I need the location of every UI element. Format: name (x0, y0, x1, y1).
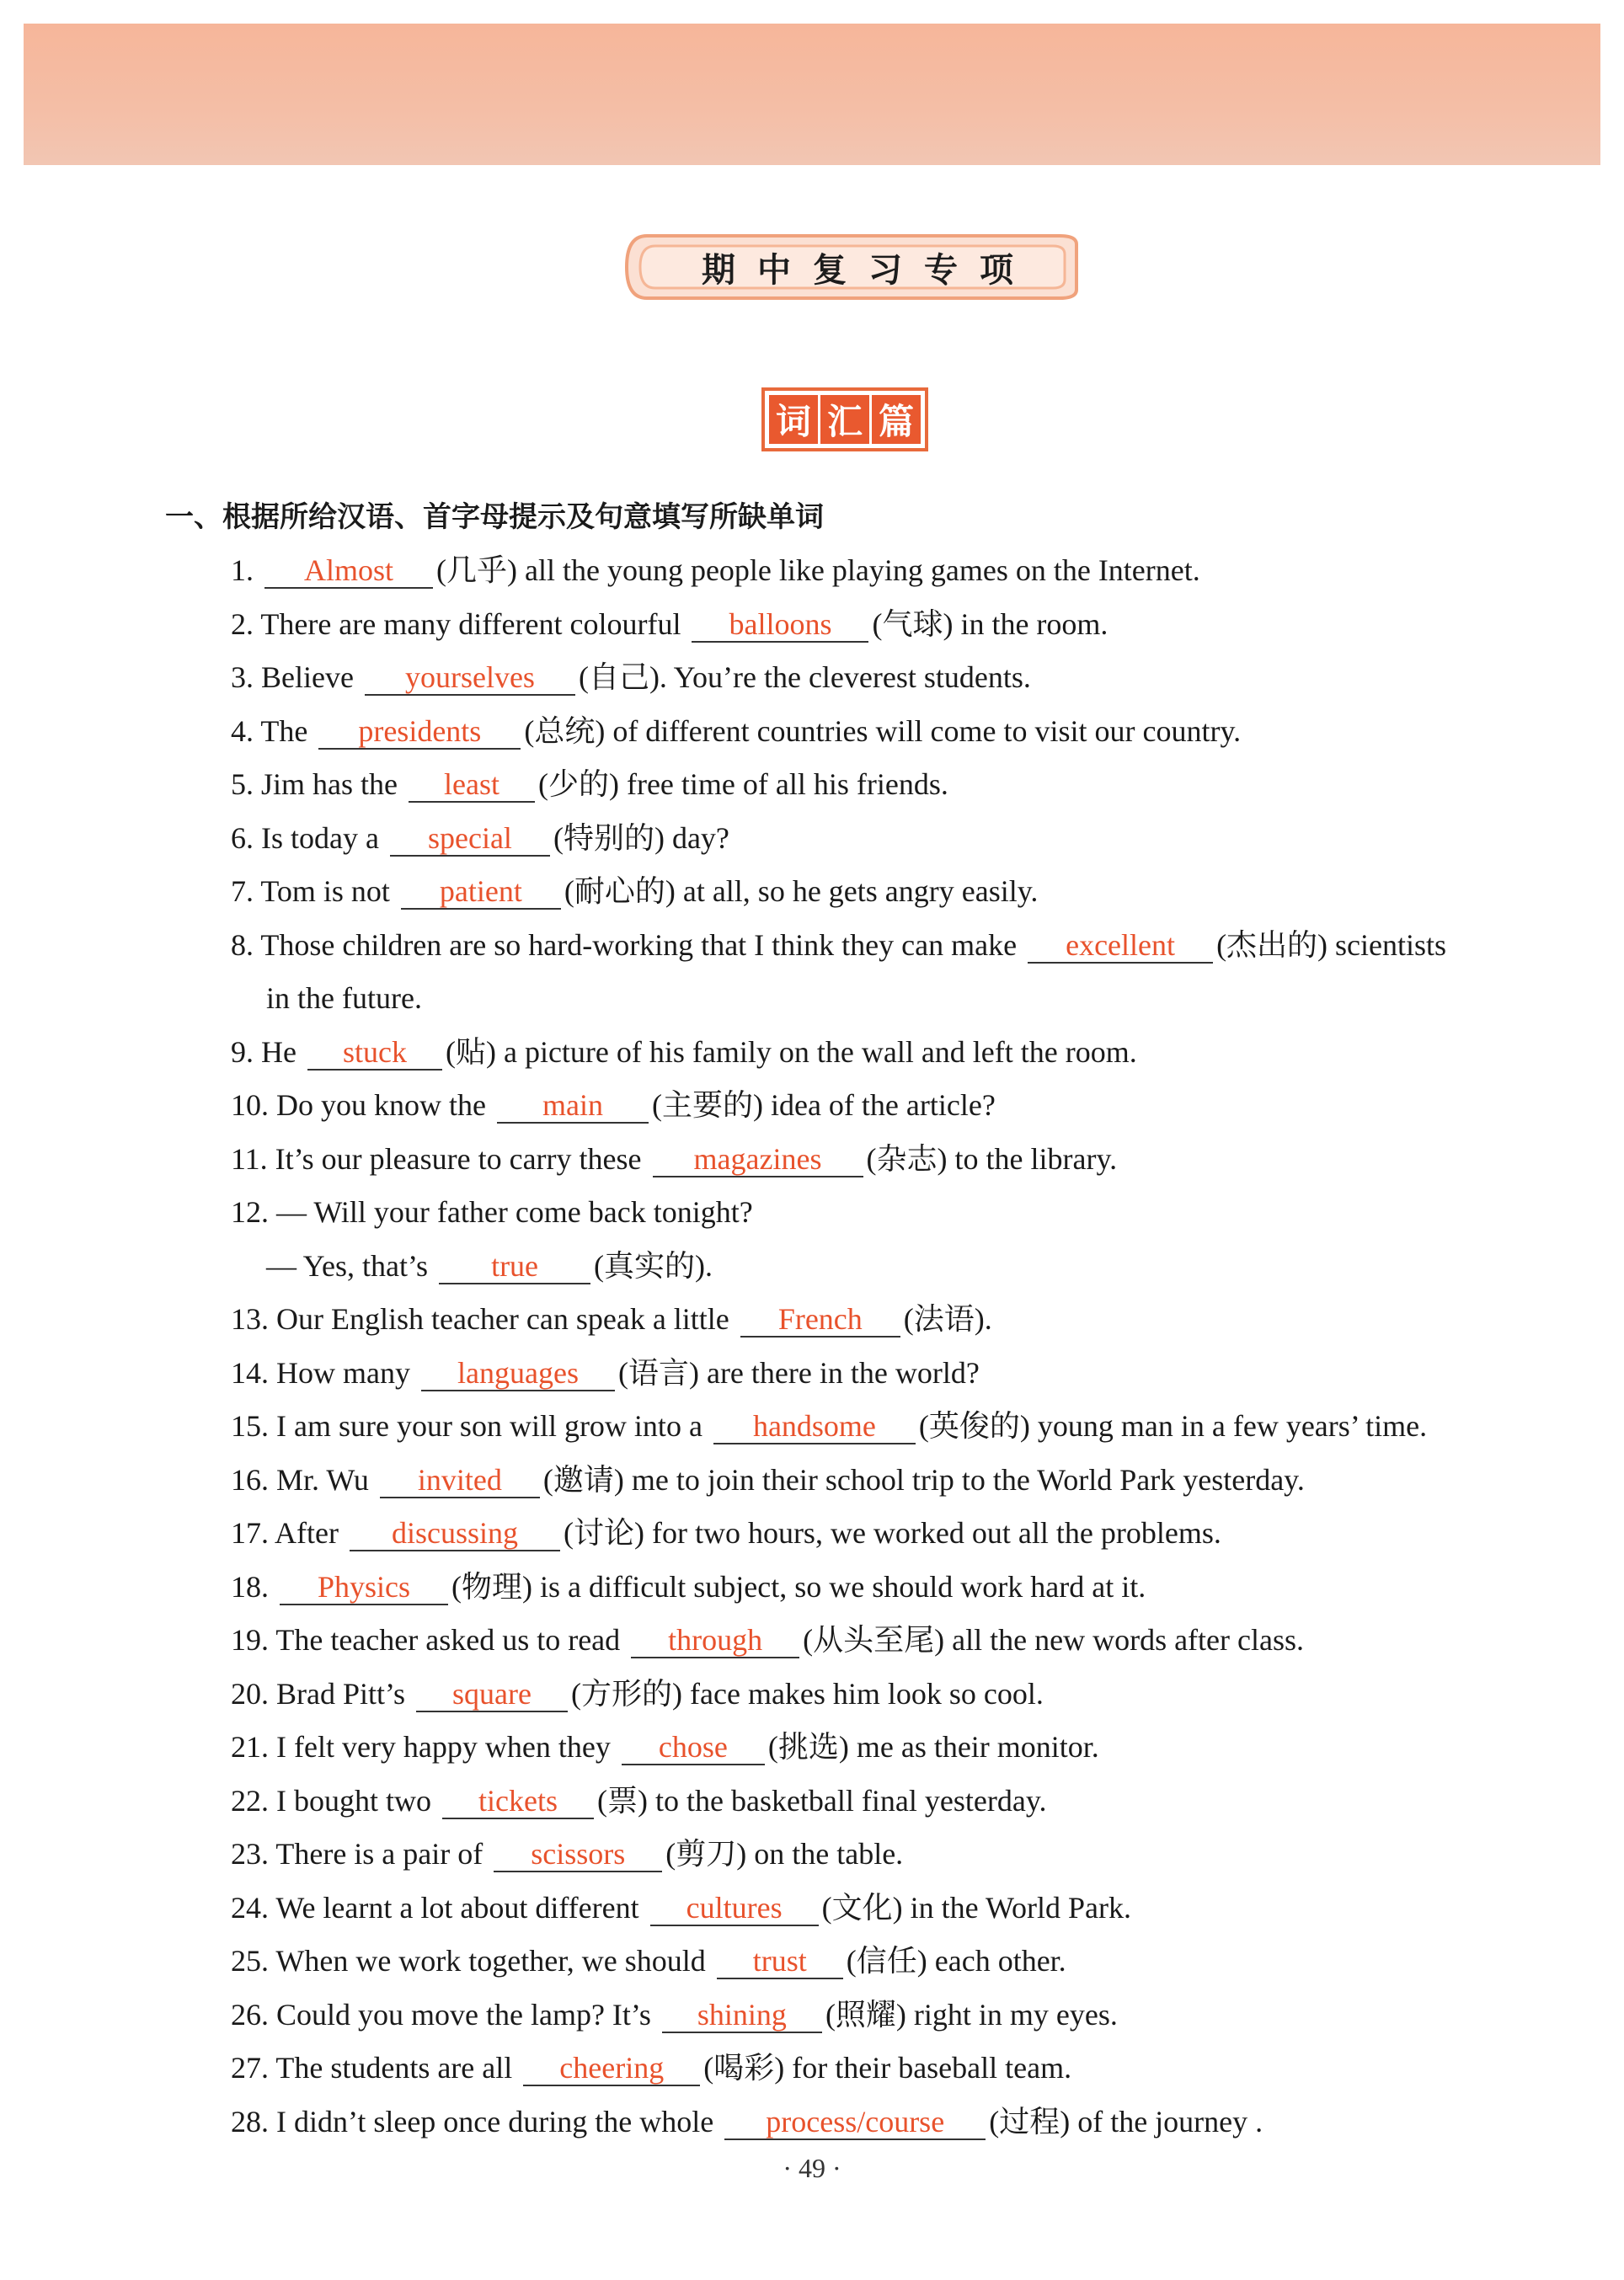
answer-text: Physics (317, 1569, 411, 1604)
banner-title: 期中复习专项 (702, 250, 1035, 290)
chinese-hint: (过程) (989, 2104, 1071, 2139)
exercise-item (231, 865, 1595, 919)
item-number: 3. (231, 660, 254, 694)
chinese-hint: (英俊的) (918, 1409, 1030, 1443)
item-text-before: I didn’t sleep once during the whole (276, 2104, 714, 2139)
chinese-hint: (少的) (537, 767, 619, 801)
item-number: 23. (231, 1837, 269, 1871)
item-number: 5. (231, 767, 254, 801)
item-text-after: right in my eyes. (913, 1997, 1118, 2032)
exercise-item (231, 2096, 1595, 2149)
exercise-item (231, 1133, 1595, 1187)
answer-blank[interactable] (421, 1356, 615, 1391)
exercise-item (231, 1026, 1595, 1080)
item-number: 2. (231, 606, 254, 641)
answer-text: invited (417, 1462, 502, 1497)
answer-text: patient (439, 874, 522, 908)
item-text-before: The students are all (275, 2051, 513, 2085)
chinese-hint: (邀请) (542, 1462, 624, 1497)
item-number: 11. (231, 1141, 268, 1176)
chinese-hint: (总统) (524, 713, 606, 748)
item-text-before: Could you move the lamp? It’s (276, 1997, 651, 2032)
chinese-hint: (法语). (903, 1302, 992, 1336)
answer-blank[interactable] (662, 1998, 822, 2033)
item-text-before: Do you know the (276, 1088, 486, 1122)
answer-blank[interactable] (724, 2105, 986, 2140)
answer-text: trust (752, 1944, 807, 1978)
item-text-before: Mr. Wu (276, 1462, 369, 1497)
item-number: 24. (231, 1890, 269, 1925)
item-text-after: me as their monitor. (856, 1730, 1099, 1764)
exercise-item (231, 1347, 1595, 1401)
chinese-hint: (主要的) (651, 1088, 763, 1122)
answer-text: yourselves (404, 660, 535, 694)
chinese-hint: (杂志) (866, 1141, 948, 1176)
answer-text: shining (697, 1997, 787, 2032)
item-text-after: at all, so he gets angry easily. (682, 874, 1039, 908)
answer-text: square (452, 1676, 532, 1711)
exercise-item (231, 1882, 1595, 1936)
chinese-hint: (挑选) (767, 1730, 849, 1764)
item-text-after: idea of the article? (770, 1088, 996, 1122)
answer-blank[interactable] (380, 1463, 540, 1498)
answer-text: through (668, 1623, 763, 1657)
answer-text: magazines (693, 1141, 822, 1176)
item-number: 18. (231, 1569, 269, 1604)
item-number: 6. (231, 820, 254, 855)
item-number: 15. (231, 1409, 269, 1443)
item-text-after: for two hours, we worked out all the problems. (651, 1516, 1221, 1550)
answer-blank[interactable] (390, 821, 550, 857)
exercise-item (231, 1828, 1595, 1882)
item-text-after: You’re the cleverest students. (673, 660, 1031, 694)
item-text-after: scientists (1335, 927, 1447, 962)
item-number: 9. (231, 1034, 254, 1069)
item-number: 19. (231, 1623, 269, 1657)
chapter-banner (622, 221, 1093, 313)
item-text-before: After (275, 1516, 339, 1550)
item-number: 7. (231, 874, 254, 908)
answer-blank[interactable] (622, 1730, 765, 1765)
item-text-after: each other. (934, 1944, 1066, 1978)
answer-blank[interactable] (713, 1409, 916, 1444)
item-text-after: young man in a few years’ time. (1037, 1409, 1428, 1443)
item-text-before: — Yes, that’s (266, 1248, 429, 1283)
exercise-item (231, 919, 1595, 973)
exercise-item (231, 1186, 1595, 1240)
item-text-before: The teacher asked us to read (275, 1623, 621, 1657)
chinese-hint: (文化) (821, 1890, 903, 1925)
chinese-hint: (信任) (846, 1944, 927, 1978)
item-number: 10. (231, 1088, 269, 1122)
item-number: 22. (231, 1783, 269, 1818)
answer-blank[interactable] (409, 767, 535, 803)
answer-text: process/course (766, 2104, 945, 2139)
exercise-item (231, 1240, 1595, 1294)
chinese-hint: (特别的) (553, 820, 665, 855)
exercise-item (231, 544, 1595, 598)
exercise-item (231, 1507, 1595, 1561)
answer-text: stuck (342, 1034, 407, 1069)
answer-text: Almost (303, 553, 393, 587)
exercise-item (231, 2042, 1595, 2096)
chinese-hint: (几乎) (436, 553, 517, 587)
chinese-hint: (真实的). (594, 1248, 713, 1283)
answer-text: balloons (729, 606, 832, 641)
answer-blank[interactable] (318, 714, 521, 750)
answer-text: languages (457, 1355, 579, 1390)
chinese-hint: (方形的) (571, 1676, 683, 1711)
exercise-item (231, 651, 1595, 705)
item-number: 17. (231, 1516, 269, 1550)
item-text-before: Tom is not (260, 874, 390, 908)
item-number: 26. (231, 1997, 269, 2032)
item-text-after: in the World Park. (910, 1890, 1132, 1925)
item-text-before: The (260, 713, 308, 748)
item-text-after: free time of all his friends. (626, 767, 948, 801)
answer-blank[interactable] (1028, 928, 1213, 964)
item-number: 25. (231, 1944, 269, 1978)
item-text-before: It’s our pleasure to carry these (275, 1141, 642, 1176)
item-number: 21. (231, 1730, 269, 1764)
item-text-after: are there in the world? (706, 1355, 980, 1390)
answer-text: French (777, 1302, 863, 1336)
answer-text: main (542, 1088, 603, 1122)
header-band (24, 24, 1600, 165)
item-text-before: We learnt a lot about different (275, 1890, 639, 1925)
exercise-item (231, 1293, 1595, 1347)
exercise-item (231, 758, 1595, 812)
chinese-hint: (票) (597, 1783, 648, 1818)
exercise-item (231, 1454, 1595, 1508)
item-text-before: There is a pair of (275, 1837, 483, 1871)
chinese-hint: (耐心的) (564, 874, 676, 908)
exercise-item (231, 1079, 1595, 1133)
chinese-hint: (物理) (451, 1569, 532, 1604)
chinese-hint: (语言) (617, 1355, 699, 1390)
exercise-item (231, 972, 1595, 1026)
item-text-before: Is today a (261, 820, 379, 855)
chinese-hint: (讨论) (563, 1516, 644, 1550)
answer-text: true (491, 1248, 539, 1283)
answer-blank[interactable] (717, 1944, 843, 1979)
answer-blank[interactable] (416, 1677, 568, 1712)
item-text-before: Believe (261, 660, 354, 694)
answer-text: handsome (752, 1409, 876, 1443)
item-text-after: of different countries will come to visit our country. (612, 713, 1242, 748)
answer-blank[interactable] (523, 2051, 700, 2086)
item-text-after: a picture of his family on the wall and left the room. (503, 1034, 1137, 1069)
item-number: 14. (231, 1355, 269, 1390)
chinese-hint: (喝彩) (703, 2051, 785, 2085)
answer-blank[interactable] (280, 1570, 448, 1605)
answer-text: excellent (1066, 927, 1176, 962)
answer-blank[interactable] (442, 1784, 594, 1819)
item-text-before: — Will your father come back tonight? (276, 1195, 753, 1229)
answer-text: presidents (358, 713, 482, 748)
item-number: 16. (231, 1462, 269, 1497)
answer-blank[interactable] (401, 874, 561, 910)
exercise-item (231, 812, 1595, 866)
item-text-before: I felt very happy when they (276, 1730, 611, 1764)
answer-blank[interactable] (494, 1837, 662, 1872)
exercise-item (231, 1668, 1595, 1722)
item-text-after: day? (671, 820, 729, 855)
item-number: 28. (231, 2104, 269, 2139)
item-text-before: I bought two (276, 1783, 431, 1818)
exercise-item (231, 1721, 1595, 1775)
chinese-hint: (自己). (578, 660, 667, 694)
item-text-after: all the young people like playing games on the Internet. (524, 553, 1200, 587)
item-number: 13. (231, 1302, 269, 1336)
item-number: 8. (231, 927, 254, 962)
item-number: 4. (231, 713, 254, 748)
item-text-after: face makes him look so cool. (690, 1676, 1044, 1711)
answer-blank[interactable] (497, 1088, 649, 1124)
item-text-after: for their baseball team. (792, 2051, 1072, 2085)
item-text-after: is a difficult subject, so we should work hard at it. (539, 1569, 1146, 1604)
item-text-before: He (261, 1034, 296, 1069)
answer-text: tickets (478, 1783, 558, 1818)
item-text-before: There are many different colourful (260, 606, 681, 641)
item-number: 20. (231, 1676, 269, 1711)
answer-blank[interactable] (307, 1035, 442, 1071)
answer-blank[interactable] (650, 1891, 819, 1926)
answer-blank[interactable] (740, 1302, 900, 1338)
answer-text: special (427, 820, 512, 855)
item-number: 1. (231, 553, 254, 587)
item-text-before: Jim has the (261, 767, 398, 801)
chinese-hint: (贴) (445, 1034, 496, 1069)
item-text-before: I am sure your son will grow into a (276, 1409, 702, 1443)
item-text-after: to the basketball final yesterday. (654, 1783, 1047, 1818)
answer-blank[interactable] (439, 1249, 590, 1284)
item-number: 12. (231, 1195, 269, 1229)
badge-char-1: 词 (769, 395, 818, 444)
answer-text: discussing (391, 1516, 518, 1550)
answer-blank[interactable] (631, 1623, 799, 1658)
exercise-item (231, 1561, 1595, 1615)
exercise-item (231, 1400, 1595, 1454)
chinese-hint: (从头至尾) (803, 1623, 945, 1657)
badge-char-2: 汇 (820, 395, 869, 444)
item-text-before: Brad Pitt’s (276, 1676, 406, 1711)
item-text-after: in the room. (960, 606, 1108, 641)
exercise-item (231, 705, 1595, 759)
item-text-before: When we work together, we should (275, 1944, 706, 1978)
item-text-before: Our English teacher can speak a little (276, 1302, 729, 1336)
item-number: 27. (231, 2051, 269, 2085)
exercise-item (231, 1775, 1595, 1829)
section-badge (761, 387, 928, 451)
item-text-after: of the journey . (1077, 2104, 1263, 2139)
item-text-after: in the future. (266, 981, 422, 1015)
answer-text: cultures (686, 1890, 783, 1925)
answer-blank[interactable] (692, 607, 868, 643)
item-text-after: to the library. (954, 1141, 1118, 1176)
chinese-hint: (杰出的) (1216, 927, 1328, 962)
answer-text: scissors (531, 1837, 626, 1871)
exercise-item (231, 598, 1595, 652)
answer-blank[interactable] (653, 1142, 863, 1177)
chinese-hint: (剪刀) (665, 1837, 747, 1871)
exercise-list (231, 544, 1595, 2149)
exercise-item (231, 1935, 1595, 1989)
answer-text: chose (658, 1730, 728, 1764)
exercise-instruction: 一、根据所给汉语、首字母提示及句意填写所缺单词 (165, 500, 824, 534)
answer-blank[interactable] (365, 660, 575, 696)
exercise-item (231, 1989, 1595, 2042)
exercise-item (231, 1614, 1595, 1668)
item-text-after: all the new words after class. (952, 1623, 1304, 1657)
chinese-hint: (气球) (872, 606, 954, 641)
badge-char-3: 篇 (872, 395, 921, 444)
answer-text: cheering (559, 2051, 665, 2085)
answer-blank[interactable] (264, 553, 433, 589)
chinese-hint: (照耀) (825, 1997, 906, 2032)
answer-blank[interactable] (350, 1516, 560, 1551)
page-number: · 49 · (783, 2153, 841, 2183)
item-text-after: me to join their school trip to the World Park yesterday. (631, 1462, 1305, 1497)
answer-text: least (443, 767, 499, 801)
item-text-before: Those children are so hard-working that I think they can make (260, 927, 1018, 962)
item-text-before: How many (276, 1355, 410, 1390)
item-text-after: on the table. (754, 1837, 904, 1871)
